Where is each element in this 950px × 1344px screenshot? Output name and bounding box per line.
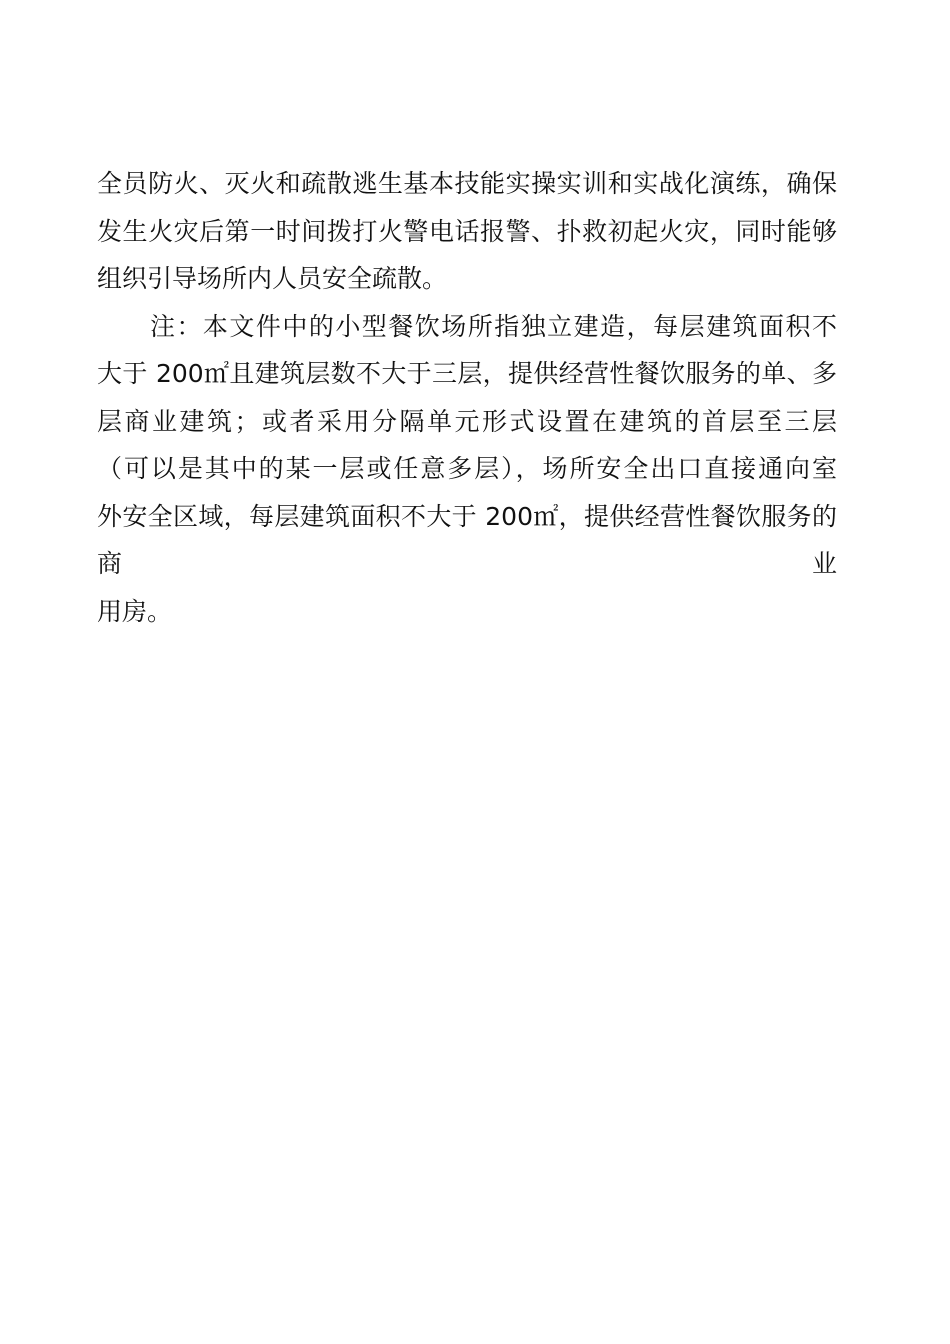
split-line-start: 商 [97, 549, 123, 578]
text-line: 外安全区域，每层建筑面积不大于 200㎡，提供经营性餐饮服务的 [97, 501, 837, 531]
text-line: 发生火灾后第一时间拨打火警电话报警、扑救初起火灾，同时能够 [97, 216, 837, 246]
split-line [97, 540, 837, 588]
text-line: 组织引导场所内人员安全疏散。 [97, 264, 448, 293]
text-line: 用房。 [97, 596, 173, 626]
text-line: 注：本文件中的小型餐饮场所指独立建造，每层建筑面积不 [97, 311, 837, 341]
split-line-end: 业 [811, 549, 837, 578]
text-line: 层商业建筑；或者采用分隔单元形式设置在建筑的首层至三层 [97, 406, 837, 436]
text-line: 大于 200㎡且建筑层数不大于三层，提供经营性餐饮服务的单、多 [97, 359, 837, 388]
text-line: 全员防火、灭火和疏散逃生基本技能实操实训和实战化演练，确保 [97, 169, 837, 198]
text-line: （可以是其中的某一层或任意多层），场所安全出口直接通向室 [97, 454, 837, 483]
body-text [97, 160, 837, 635]
